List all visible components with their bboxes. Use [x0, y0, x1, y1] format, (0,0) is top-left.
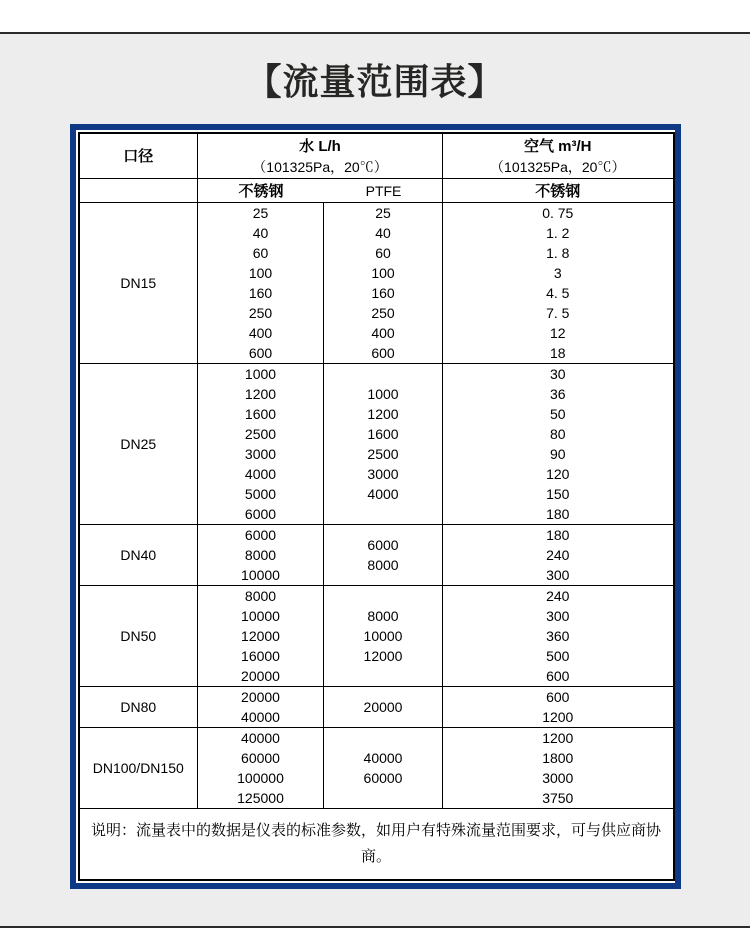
value-line: 20000 [363, 699, 403, 715]
value-line: 3 [553, 265, 562, 281]
value-line: 400 [248, 325, 273, 341]
value-line: 120 [546, 466, 570, 482]
value-line: 10000 [363, 628, 403, 644]
value-line: 300 [546, 567, 570, 583]
value-line: 7. 5 [546, 305, 570, 321]
water-ptfe-cell [324, 728, 443, 809]
value-line: 6000 [367, 537, 399, 553]
water-ptfe-cell [324, 525, 443, 586]
diameter-cell [79, 687, 198, 728]
diameter-cell [79, 728, 198, 809]
value-line: 1200 [542, 730, 574, 746]
value-line: 5000 [244, 486, 277, 502]
empty-header-cell [79, 179, 198, 203]
value-line: 1200 [244, 386, 277, 402]
diameter-cell [79, 364, 198, 525]
value-line: 100000 [237, 770, 284, 786]
air-stainless-cell [443, 203, 674, 364]
value-line: 80 [549, 426, 566, 442]
value-line: DN100/DN150 [92, 760, 184, 776]
value-line: 6000 [244, 527, 277, 543]
value-line: 150 [546, 486, 570, 502]
value-line: DN50 [120, 628, 157, 644]
value-line: 8000 [244, 588, 277, 604]
table-sections [79, 203, 674, 809]
value-line: 25 [375, 205, 391, 221]
water-stainless-cell [198, 687, 324, 728]
air-header [443, 133, 674, 179]
value-line: 240 [546, 547, 570, 563]
water-ptfe-cell [324, 364, 443, 525]
water-header-title: 水 L/h [299, 137, 341, 155]
value-line: 60 [252, 245, 269, 261]
value-line: 40000 [363, 750, 403, 766]
value-line: 160 [248, 285, 273, 301]
value-line: 0. 75 [542, 205, 574, 221]
air-stainless-cell [443, 364, 674, 525]
air-header-condition: （101325Pa，20℃） [490, 158, 626, 175]
top-margin [0, 0, 750, 32]
water-stainless-label: 不锈钢 [238, 183, 284, 200]
air-stainless-cell [443, 728, 674, 809]
flow-range-table [78, 132, 675, 881]
value-line: 30 [549, 366, 566, 382]
page-title: 【流量范围表】 [245, 60, 505, 102]
value-line: 6000 [244, 506, 277, 522]
value-line: 3750 [542, 790, 574, 806]
table-frame [70, 124, 681, 889]
value-line: 1000 [244, 366, 277, 382]
water-stainless-cell [198, 203, 324, 364]
value-line: 2500 [244, 426, 277, 442]
value-line: 12000 [241, 628, 280, 644]
value-line: 1200 [367, 406, 399, 422]
diameter-cell [79, 525, 198, 586]
value-line: 40000 [241, 730, 280, 746]
value-line: 1600 [367, 426, 399, 442]
value-line: 1000 [367, 386, 399, 402]
value-line: 3000 [244, 446, 277, 462]
value-line: DN25 [120, 436, 157, 452]
water-header-condition: （101325Pa，20℃） [252, 158, 388, 175]
bottom-margin [0, 928, 750, 949]
value-line: 250 [248, 305, 273, 321]
value-line: 2500 [367, 446, 399, 462]
value-line: 25 [252, 205, 269, 221]
value-line: 160 [371, 285, 395, 301]
value-line: 18 [549, 345, 566, 361]
table-row [79, 203, 674, 364]
value-line: 8000 [244, 547, 277, 563]
air-header-title: 空气 m³/H [524, 137, 592, 155]
value-line: 16000 [241, 648, 280, 664]
value-line: 12000 [363, 648, 403, 664]
air-stainless-cell [443, 586, 674, 687]
value-line: 8000 [367, 608, 399, 624]
value-line: 1800 [542, 750, 574, 766]
note-cell: 说明：流量表中的数据是仪表的标准参数，如用户有特殊流量范围要求，可与供应商协商。 [79, 809, 674, 881]
value-line: 50 [549, 406, 566, 422]
value-line: 360 [546, 628, 570, 644]
value-line: 500 [546, 648, 570, 664]
value-line: 4. 5 [546, 285, 570, 301]
table-row [79, 364, 674, 525]
value-line: 100 [248, 265, 273, 281]
value-line: 180 [546, 506, 570, 522]
value-line: 10000 [241, 567, 280, 583]
value-line: 40 [252, 225, 269, 241]
value-line: 300 [546, 608, 570, 624]
value-line: 4000 [244, 466, 277, 482]
diameter-cell [79, 203, 198, 364]
water-materials-cell [198, 179, 443, 203]
value-line: 20000 [241, 668, 280, 684]
water-ptfe-cell [324, 687, 443, 728]
air-stainless-cell [443, 687, 674, 728]
value-line: 1600 [244, 406, 277, 422]
table-row [79, 728, 674, 809]
value-line: 240 [546, 588, 570, 604]
water-ptfe-cell [324, 203, 443, 364]
water-stainless-cell [198, 728, 324, 809]
water-stainless-cell [198, 586, 324, 687]
value-line: 250 [371, 305, 395, 321]
value-line: 1. 2 [546, 225, 570, 241]
header-row-materials [79, 179, 674, 203]
value-line: 60 [375, 245, 391, 261]
air-stainless-cell [443, 525, 674, 586]
note-row [79, 809, 674, 881]
value-line: 180 [546, 527, 570, 543]
value-line: DN40 [120, 547, 157, 563]
water-ptfe-cell [324, 586, 443, 687]
table-row [79, 586, 674, 687]
water-stainless-cell [198, 364, 324, 525]
value-line: 1. 8 [546, 245, 570, 261]
air-stainless-label: 不锈钢 [443, 179, 674, 203]
table-row [79, 525, 674, 586]
value-line: 1200 [542, 709, 574, 725]
value-line: 3000 [542, 770, 574, 786]
value-line: 8000 [367, 557, 399, 573]
value-line: 60000 [363, 770, 403, 786]
content-area [0, 34, 750, 926]
value-line: 10000 [241, 608, 280, 624]
value-line: 3000 [367, 466, 399, 482]
value-line: DN15 [120, 275, 157, 291]
water-header [198, 133, 443, 179]
value-line: 600 [371, 345, 395, 361]
value-line: 90 [549, 446, 566, 462]
value-line: 4000 [367, 486, 399, 502]
diameter-cell [79, 586, 198, 687]
value-line: 12 [549, 325, 566, 341]
value-line: 60000 [241, 750, 280, 766]
header-row-primary [79, 133, 674, 179]
value-line: 36 [549, 386, 566, 402]
value-line: 125000 [237, 790, 284, 806]
value-line: 400 [371, 325, 395, 341]
value-line: 600 [546, 689, 570, 705]
water-ptfe-label: PTFE [365, 182, 402, 199]
water-stainless-cell [198, 525, 324, 586]
value-line: 600 [546, 668, 570, 684]
value-line: 100 [371, 265, 395, 281]
value-line: 40 [375, 225, 391, 241]
table-row [79, 687, 674, 728]
value-line: 20000 [241, 689, 280, 705]
value-line: 600 [248, 345, 273, 361]
value-line: DN80 [120, 699, 157, 715]
diameter-header: 口径 [79, 133, 198, 179]
value-line: 40000 [241, 709, 280, 725]
